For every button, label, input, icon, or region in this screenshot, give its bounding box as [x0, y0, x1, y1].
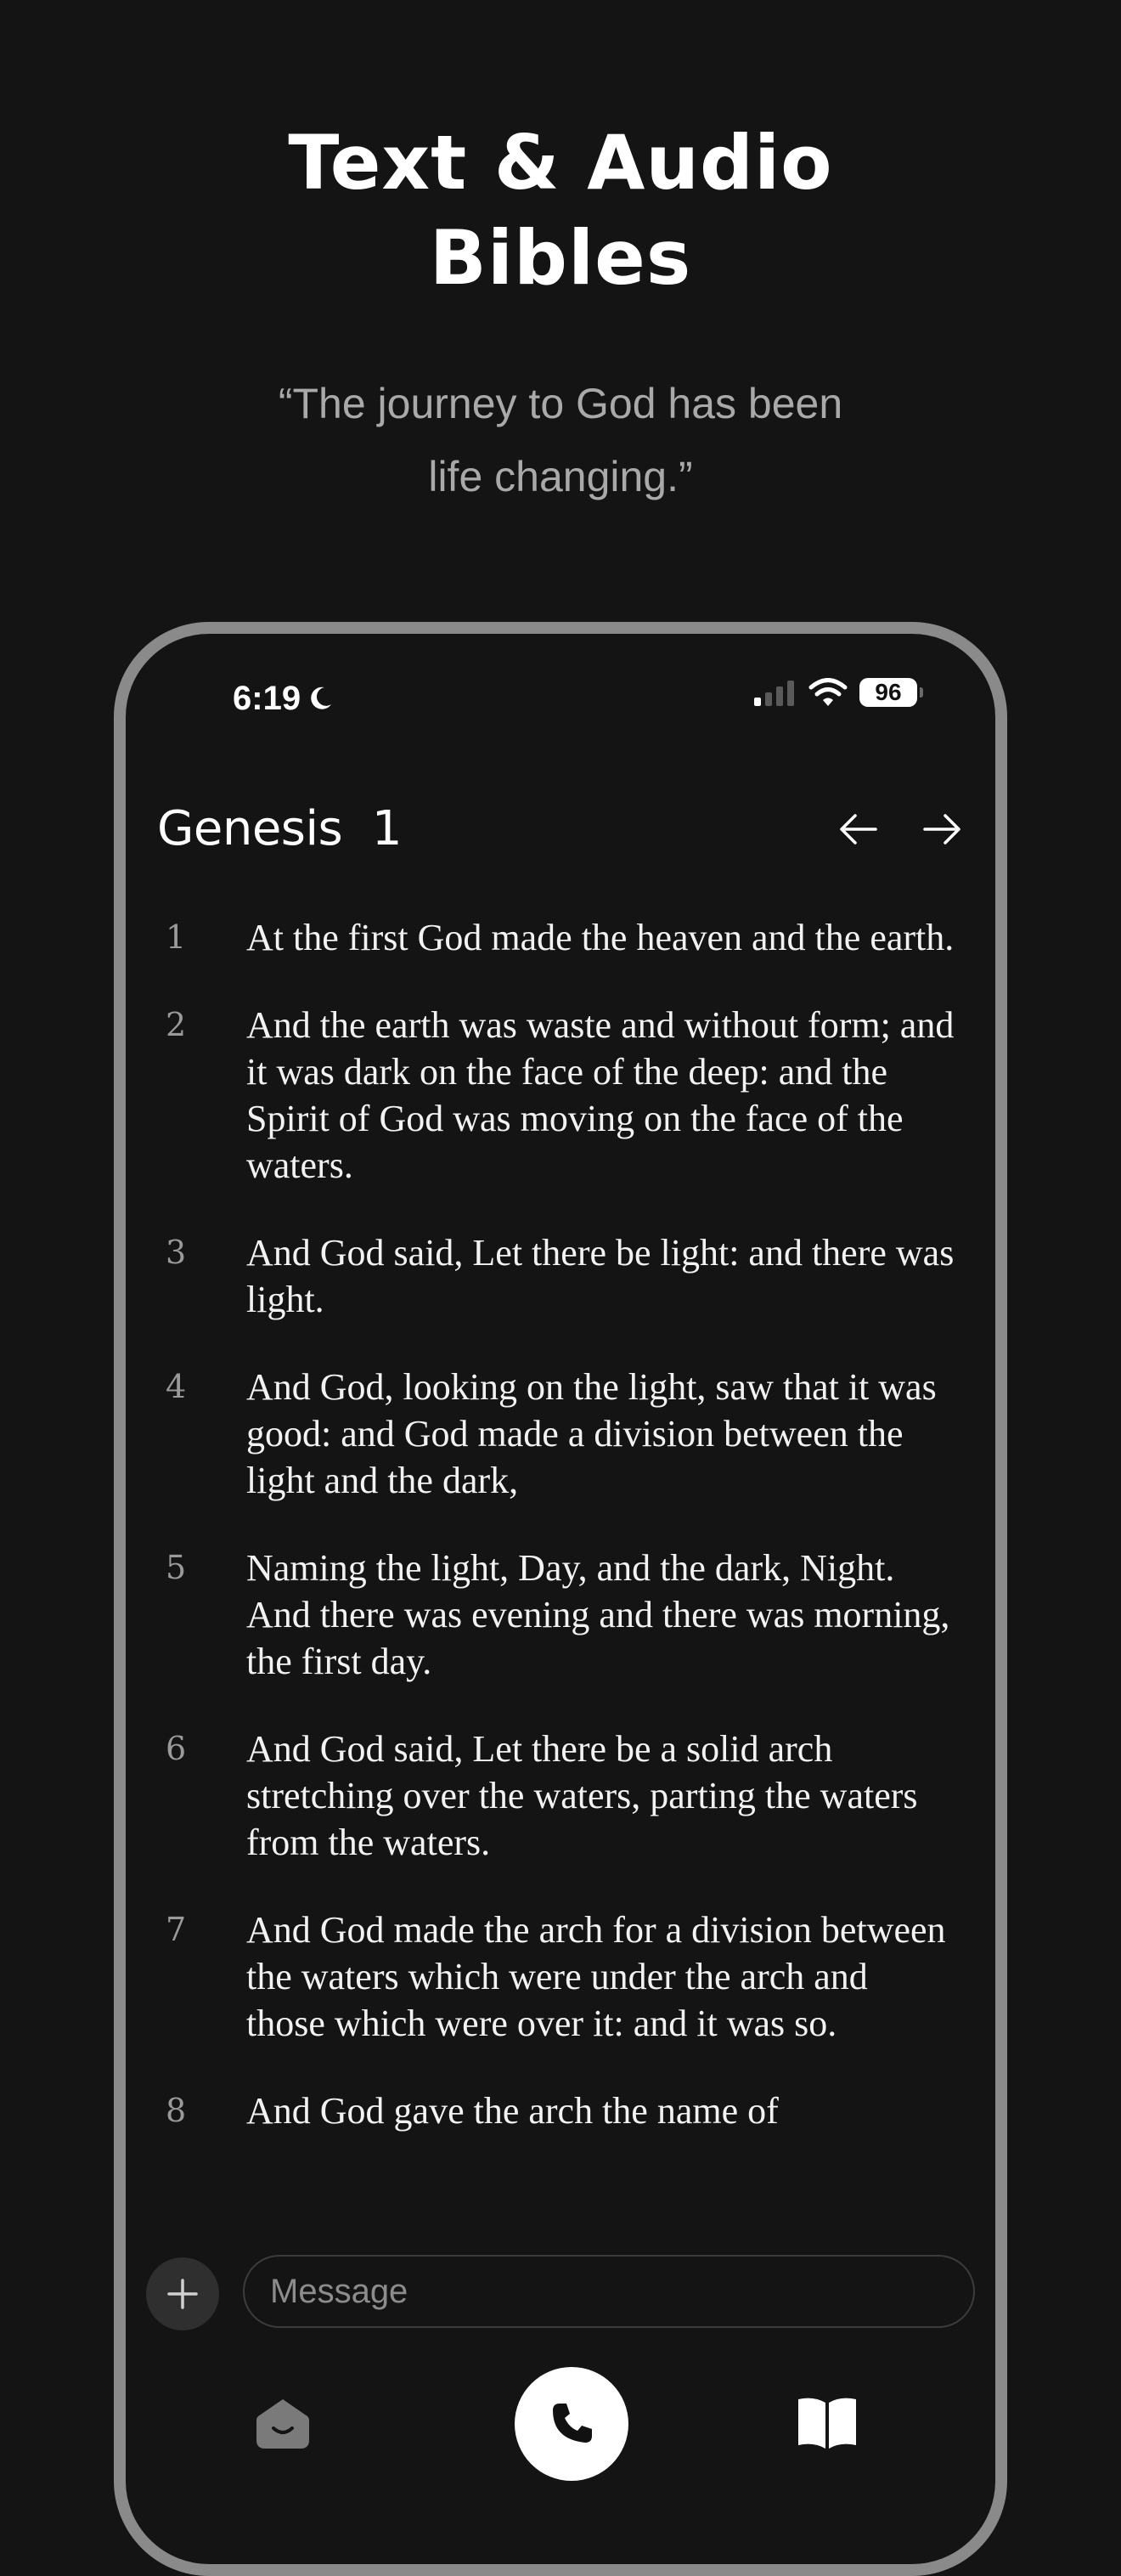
- verse-7[interactable]: [157, 1907, 964, 2047]
- call-button[interactable]: [515, 2367, 628, 2481]
- home-icon[interactable]: [255, 2398, 311, 2450]
- book-name: Genesis: [157, 801, 343, 856]
- verse-text: And the earth was waste and without form; and it was dark on the face of the deep: and the Spirit of God was moving on the face of the waters.: [246, 1004, 955, 1186]
- verse-text: And God made the arch for a division between the waters which were under the arch and those which were over it: and it was so.: [246, 1909, 946, 2044]
- verse-6[interactable]: [157, 1726, 964, 1866]
- status-time: [233, 675, 335, 722]
- tab-bar: [126, 2350, 995, 2486]
- verse-number: 1: [166, 918, 187, 956]
- add-attachment-button[interactable]: [146, 2257, 219, 2330]
- status-time-label: 6:19: [233, 680, 301, 717]
- chapter-title[interactable]: [157, 795, 402, 863]
- hero-quote-line1: “The journey to God has been: [278, 380, 843, 427]
- verse-text: And God said, Let there be a solid arch stretching over the waters, parting the waters from the waters.: [246, 1728, 918, 1863]
- verse-3[interactable]: [157, 1229, 964, 1323]
- status-icons: [754, 678, 917, 707]
- verse-text: And God said, Let there be light: and there was light.: [246, 1232, 955, 1320]
- next-chapter-button[interactable]: [920, 807, 964, 851]
- message-input[interactable]: [243, 2255, 975, 2328]
- verse-text: At the first God made the heaven and the earth.: [246, 917, 955, 958]
- hero-quote-line2: life changing.”: [428, 453, 693, 500]
- verse-number: 7: [166, 1911, 187, 1948]
- message-composer: [146, 2255, 975, 2331]
- phone-icon: [546, 2398, 597, 2449]
- verse-number: 3: [166, 1234, 187, 1271]
- phone-frame: [114, 622, 1007, 2576]
- hero-quote: [0, 367, 1121, 513]
- hero-title-line1: Text & Audio: [288, 119, 833, 206]
- battery-level: 96: [875, 679, 902, 705]
- verse-text: Naming the light, Day, and the dark, Night. And there was evening and there was morning, the first day.: [246, 1547, 950, 1682]
- reader-header: [157, 795, 964, 863]
- verse-4[interactable]: [157, 1364, 964, 1504]
- verse-text: And God gave the arch the name of: [246, 2090, 779, 2132]
- verse-1[interactable]: [157, 914, 964, 961]
- moon-icon: [306, 684, 335, 713]
- wifi-icon: [808, 678, 848, 707]
- verse-number: 4: [166, 1368, 187, 1405]
- hero-title-line2: Bibles: [429, 214, 692, 302]
- battery-icon: [859, 678, 917, 707]
- hero-title: [0, 116, 1121, 306]
- verse-number: 6: [166, 1730, 187, 1767]
- previous-chapter-button[interactable]: [837, 807, 881, 851]
- plus-icon: [166, 2277, 200, 2311]
- chapter-number: 1: [371, 801, 402, 856]
- verse-text: And God, looking on the light, saw that it was good: and God made a division between the light and the dark,: [246, 1366, 937, 1501]
- verse-8[interactable]: [157, 2087, 964, 2134]
- verse-number: 8: [166, 2092, 187, 2129]
- verse-number: 2: [166, 1006, 187, 1043]
- chapter-nav: [837, 807, 964, 851]
- verse-5[interactable]: [157, 1545, 964, 1685]
- verse-number: 5: [166, 1549, 187, 1586]
- verse-2[interactable]: [157, 1002, 964, 1189]
- book-icon[interactable]: [795, 2396, 859, 2450]
- cellular-signal-icon: [754, 679, 797, 706]
